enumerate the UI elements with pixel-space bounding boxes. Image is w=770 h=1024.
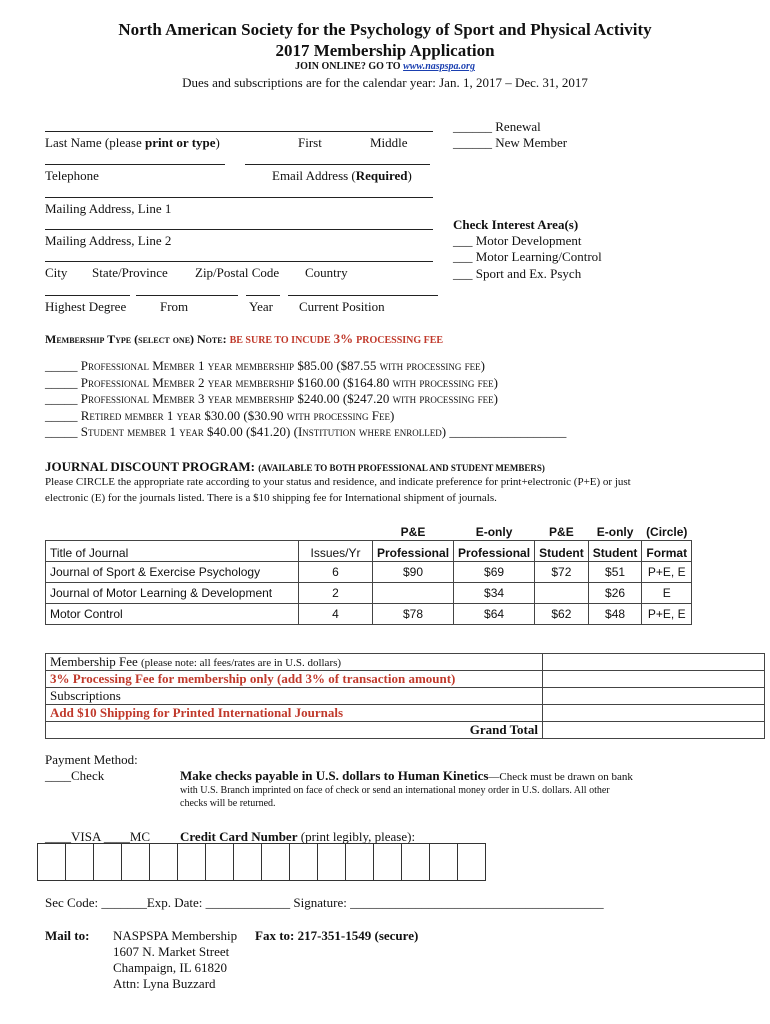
table-cell[interactable]: [373, 583, 454, 604]
table-cell: 4: [299, 604, 373, 625]
col-header: Student: [588, 541, 642, 562]
mailing1-label: Mailing Address, Line 1: [45, 201, 172, 216]
col-header-top: P&E: [549, 525, 574, 539]
table-cell[interactable]: $62: [535, 604, 589, 625]
col-header: Issues/Yr: [299, 541, 373, 562]
journal-title: Journal of Motor Learning & Development: [46, 583, 299, 604]
table-row: [46, 604, 692, 625]
table-cell[interactable]: $34: [454, 583, 535, 604]
mail-to-label: Mail to:: [45, 928, 90, 943]
grand-total-amount[interactable]: [543, 722, 765, 739]
journal-table: [45, 520, 692, 625]
fee-row: [46, 705, 765, 722]
last-name-line[interactable]: [45, 131, 433, 132]
journal-instructions: Please CIRCLE the appropriate rate according to your status and residence, and indicate preference for print+electronic (P+E) or just electronic (E) for the journals listed. There is a $10 shipping fee for International shipment of journals.: [45, 476, 631, 504]
membership-heading: Membership Type (select one) Note: BE SURE TO INCUDE 3% PROCESSING FEE: [45, 331, 444, 346]
interest-item[interactable]: ___ Motor Development: [453, 233, 582, 248]
membership-options: [45, 358, 566, 441]
cc-digit-box[interactable]: [373, 843, 402, 881]
cc-digit-box[interactable]: [205, 843, 234, 881]
fee-row: [46, 654, 765, 671]
cc-digit-box[interactable]: [149, 843, 178, 881]
col-header-top: E-only: [475, 525, 513, 539]
table-cell[interactable]: $78: [373, 604, 454, 625]
telephone-line[interactable]: [45, 164, 225, 165]
membership-fee-label: Membership Fee (please note: all fees/rates are in U.S. dollars): [46, 654, 543, 671]
year-label: Year: [249, 299, 273, 314]
new-member-option[interactable]: ______ New Member: [453, 135, 568, 150]
cc-digit-box[interactable]: [345, 843, 374, 881]
fee-row: [46, 671, 765, 688]
fee-table: [45, 653, 765, 739]
page-title: North American Society for the Psychology of Sport and Physical Activity: [118, 20, 652, 39]
mail-address: NASPSPA Membership 1607 N. Market Street Champaign, IL 61820 Attn: Lyna Buzzard: [113, 928, 238, 991]
shipping-label: Add $10 Shipping for Printed International Journals: [46, 705, 543, 722]
col-header-top: E-only: [596, 525, 634, 539]
col-header: Professional: [373, 541, 454, 562]
table-cell[interactable]: $26: [588, 583, 642, 604]
position-line[interactable]: [288, 295, 438, 296]
membership-option[interactable]: _____ Professional Member 1 year membership $85.00 ($87.55 with processing fee): [45, 358, 485, 373]
table-cell[interactable]: E: [642, 583, 692, 604]
membership-option[interactable]: _____ Professional Member 2 year membership $160.00 ($164.80 with processing fee): [45, 374, 498, 390]
interest-title: Check Interest Area(s): [453, 217, 579, 232]
col-header: Student: [535, 541, 589, 562]
cc-digit-box[interactable]: [401, 843, 430, 881]
website-link[interactable]: www.naspspa.org: [403, 61, 475, 72]
subscriptions-amount[interactable]: [543, 688, 765, 705]
cc-digit-box[interactable]: [93, 843, 122, 881]
from-line[interactable]: [136, 295, 238, 296]
table-cell[interactable]: $48: [588, 604, 642, 625]
table-cell[interactable]: $64: [454, 604, 535, 625]
grand-total-label: Grand Total: [46, 722, 543, 739]
check-option[interactable]: ____Check: [45, 768, 105, 783]
interest-item[interactable]: ___ Motor Learning/Control: [453, 249, 602, 264]
city-line[interactable]: [45, 261, 433, 262]
mailing2-line[interactable]: [45, 229, 433, 230]
renewal-option[interactable]: ______ Renewal: [453, 119, 541, 134]
table-cell[interactable]: P+E, E: [642, 562, 692, 583]
email-label: Email Address (Required): [272, 168, 412, 183]
cc-digit-box[interactable]: [37, 843, 66, 881]
sec-code-exp-signature[interactable]: Sec Code: _______Exp. Date: _____________ Signature: _______________________________________: [45, 895, 604, 910]
table-cell[interactable]: $69: [454, 562, 535, 583]
payable-note-line2: with U.S. Branch imprinted on face of check or send an international money order in U.S. dollars. All other: [180, 785, 610, 796]
processing-fee-amount[interactable]: [543, 671, 765, 688]
fee-row: [46, 688, 765, 705]
cc-digit-box[interactable]: [65, 843, 94, 881]
degree-line[interactable]: [45, 295, 130, 296]
first-label: First: [298, 135, 322, 150]
table-cell[interactable]: $51: [588, 562, 642, 583]
cc-digit-box[interactable]: [289, 843, 318, 881]
year-line[interactable]: [246, 295, 280, 296]
col-header-top: (Circle): [646, 525, 688, 539]
page-subtitle: 2017 Membership Application: [275, 41, 495, 60]
cc-digit-box[interactable]: [457, 843, 486, 881]
join-online: [0, 61, 770, 72]
col-header-top: P&E: [400, 525, 426, 539]
country-label: Country: [305, 265, 348, 280]
zip-label: Zip/Postal Code: [195, 265, 280, 280]
table-cell[interactable]: [535, 583, 589, 604]
join-text: JOIN ONLINE? GO TO: [295, 61, 401, 72]
cc-digit-box[interactable]: [261, 843, 290, 881]
telephone-label: Telephone: [45, 168, 99, 183]
subscriptions-label: Subscriptions: [46, 688, 543, 705]
payment-method-label: Payment Method:: [45, 752, 138, 767]
processing-fee-label: 3% Processing Fee for membership only (add 3% of transaction amount): [46, 671, 543, 688]
degree-label: Highest Degree: [45, 299, 127, 314]
table-cell[interactable]: P+E, E: [642, 604, 692, 625]
payable-note: Make checks payable in U.S. dollars to Human Kinetics—Check must be drawn on bank: [180, 768, 633, 783]
journal-heading: JOURNAL DISCOUNT PROGRAM: (AVAILABLE TO BOTH PROFESSIONAL AND STUDENT MEMBERS): [45, 459, 545, 474]
email-line[interactable]: [245, 164, 430, 165]
position-label: Current Position: [299, 299, 385, 314]
table-cell: 6: [299, 562, 373, 583]
middle-label: Middle: [370, 135, 408, 150]
cc-digit-box[interactable]: [121, 843, 150, 881]
dues-note: Dues and subscriptions are for the calendar year: Jan. 1, 2017 – Dec. 31, 2017: [182, 75, 588, 90]
shipping-amount[interactable]: [543, 705, 765, 722]
last-name-label: Last Name (please print or type): [45, 135, 220, 150]
table-cell: 2: [299, 583, 373, 604]
table-cell[interactable]: $90: [373, 562, 454, 583]
table-cell[interactable]: $72: [535, 562, 589, 583]
mailing1-line[interactable]: [45, 197, 433, 198]
credit-card-label: Credit Card Number (print legibly, please):: [180, 829, 416, 844]
col-header: Format: [642, 541, 692, 562]
membership-option[interactable]: _____ Student member 1 year $40.00 ($41.20) (Institution where enrolled) __________________: [45, 424, 567, 439]
col-header: Professional: [454, 541, 535, 562]
cc-digit-box[interactable]: [177, 843, 206, 881]
state-label: State/Province: [92, 265, 168, 280]
payable-note-line3: checks will be returned.: [180, 798, 276, 809]
table-row: [46, 583, 692, 604]
journal-title: Journal of Sport & Exercise Psychology: [46, 562, 299, 583]
col-header: Title of Journal: [46, 541, 299, 562]
cc-digit-box[interactable]: [233, 843, 262, 881]
membership-option[interactable]: _____ Professional Member 3 year membership $240.00 ($247.20 with processing fee): [45, 391, 498, 406]
cc-digit-box[interactable]: [317, 843, 346, 881]
fee-row: [46, 722, 765, 739]
fax-label: Fax to: 217-351-1549 (secure): [255, 928, 419, 943]
interest-item[interactable]: ___ Sport and Ex. Psych: [453, 266, 582, 281]
from-label: From: [160, 299, 189, 314]
table-row: [46, 562, 692, 583]
mailing2-label: Mailing Address, Line 2: [45, 233, 172, 248]
journal-title: Motor Control: [46, 604, 299, 625]
city-label: City: [45, 265, 68, 280]
visa-mc-option[interactable]: ____VISA ____MC: [45, 829, 151, 844]
membership-fee-amount[interactable]: [543, 654, 765, 671]
membership-option[interactable]: _____ Retired member 1 year $30.00 ($30.90 with processing Fee): [45, 407, 395, 423]
credit-card-boxes: [38, 843, 486, 881]
cc-digit-box[interactable]: [429, 843, 458, 881]
